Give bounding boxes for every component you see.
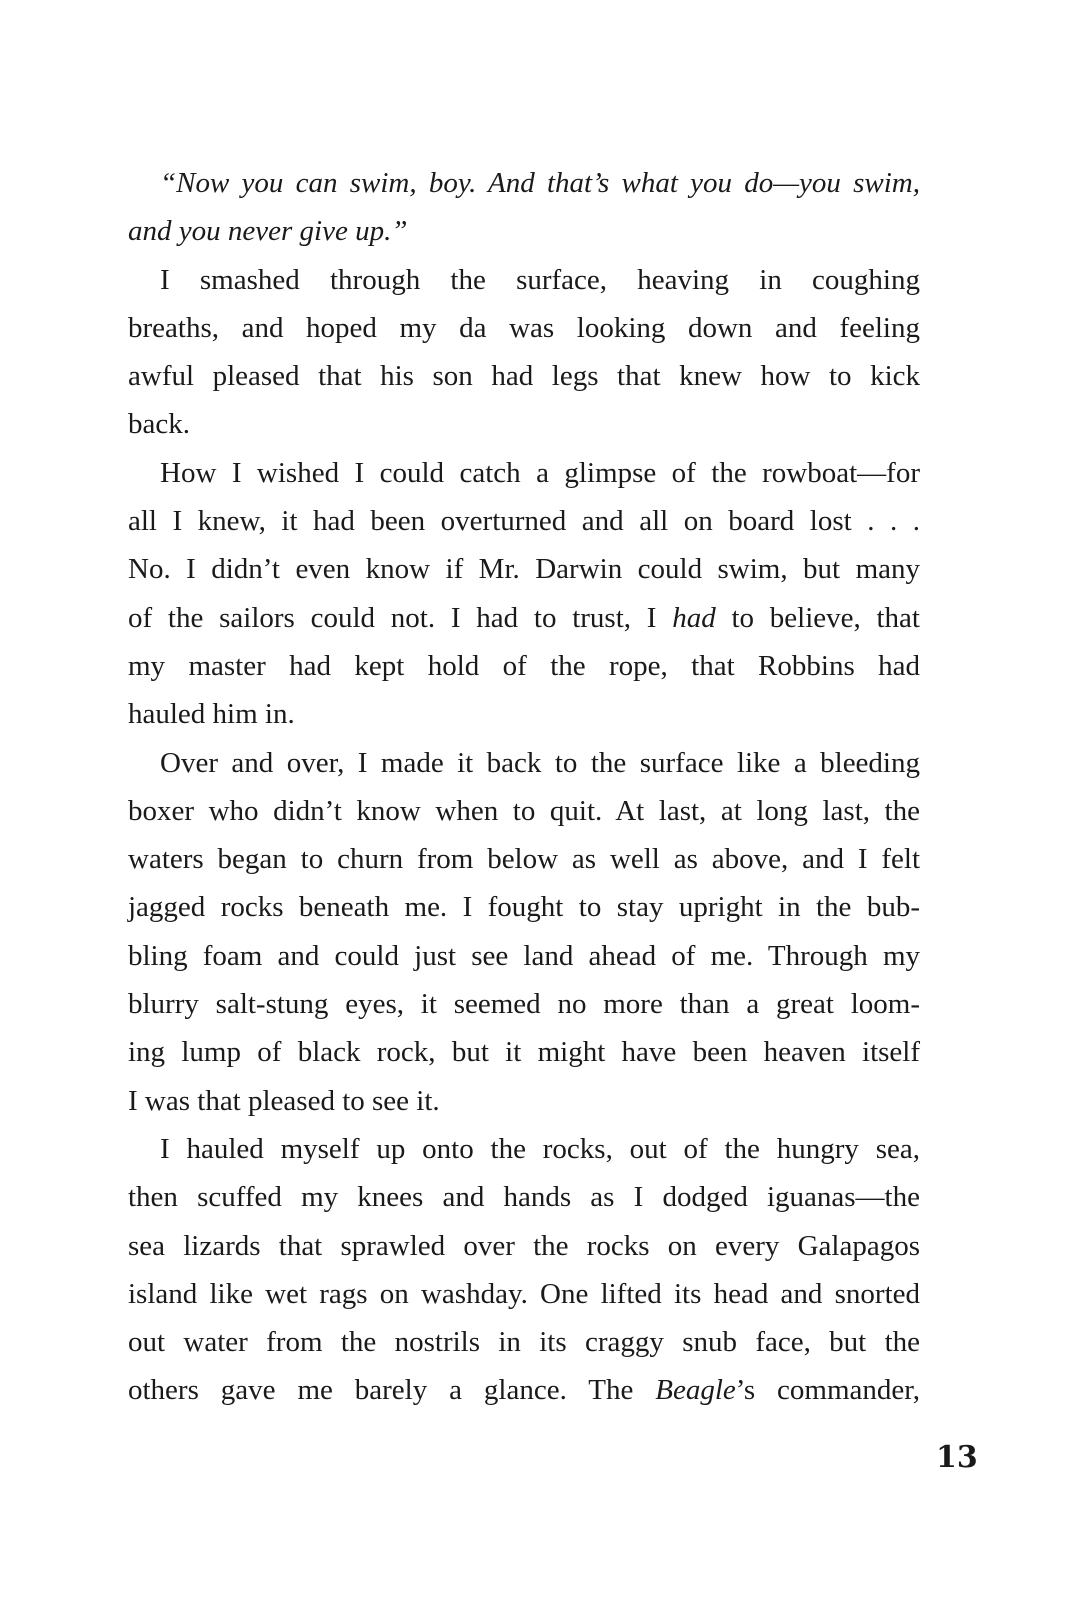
text-line — [128, 594, 920, 642]
text-segment: bling foam and could just see land ahead of me. Through my — [128, 939, 920, 972]
italic-text-segment: and you never give up.” — [128, 215, 408, 248]
text-segment: my master had kept hold of the rope, that Robbins had — [128, 649, 920, 682]
text-line — [128, 256, 920, 304]
text-segment: ing lump of black rock, but it might have been heaven itself — [128, 1036, 920, 1069]
text-line — [128, 690, 920, 738]
text-line — [128, 159, 920, 207]
text-line — [128, 1222, 920, 1270]
text-line — [128, 400, 920, 448]
text-line — [128, 1318, 920, 1366]
text-line — [128, 787, 920, 835]
italic-text-segment: “Now you can swim, boy. And that’s what you do—you swim, — [160, 167, 920, 199]
text-line — [128, 352, 920, 400]
text-segment: ’s commander, — [735, 1374, 920, 1407]
text-line — [128, 1077, 920, 1125]
text-segment: blurry salt-stung eyes, it seemed no more than a great loom- — [128, 988, 920, 1021]
text-line — [128, 642, 920, 690]
text-line — [128, 1028, 920, 1076]
text-line — [128, 1366, 920, 1414]
text-line — [128, 1125, 920, 1173]
text-line — [128, 1270, 920, 1318]
text-segment: of the sailors could not. I had to trust, I — [128, 601, 673, 634]
text-segment: I hauled myself up onto the rocks, out of the hungry sea, — [160, 1132, 920, 1165]
text-line — [128, 883, 920, 931]
text-segment: I smashed through the surface, heaving in coughing — [160, 263, 920, 296]
text-line — [128, 497, 920, 545]
text-segment: others gave me barely a glance. The — [128, 1374, 656, 1407]
text-segment: Over and over, I made it back to the surface like a bleeding — [160, 746, 920, 779]
text-segment: jagged rocks beneath me. I fought to stay upright in the bub- — [128, 891, 920, 924]
text-segment: No. I didn’t even know if Mr. Darwin could swim, but many — [128, 553, 920, 586]
italic-text-segment: had — [672, 601, 716, 634]
italic-text-segment: Beagle — [655, 1374, 736, 1407]
text-segment: sea lizards that sprawled over the rocks on every Galapagos — [128, 1229, 920, 1262]
text-segment: awful pleased that his son had legs that knew how to kick — [128, 360, 920, 393]
text-line — [128, 835, 920, 883]
text-line — [128, 449, 920, 497]
text-line — [128, 1173, 920, 1221]
page-number: 13 — [936, 1440, 978, 1475]
text-segment: waters began to churn from below as well as above, and I felt — [128, 843, 920, 876]
text-segment: hauled him in. — [128, 698, 295, 731]
text-segment: to believe, that — [715, 601, 920, 634]
text-line — [128, 545, 920, 593]
text-segment: breaths, and hoped my da was looking down and feeling — [128, 311, 920, 344]
text-segment: out water from the nostrils in its craggy snub face, but the — [128, 1326, 920, 1359]
page-body-text — [128, 159, 920, 1415]
text-line — [128, 304, 920, 352]
text-line — [128, 980, 920, 1028]
text-line — [128, 739, 920, 787]
text-segment: How I wished I could catch a glimpse of the rowboat—for — [160, 456, 920, 489]
text-segment: I was that pleased to see it. — [128, 1084, 440, 1117]
text-segment: then scuffed my knees and hands as I dodged iguanas—the — [128, 1181, 920, 1214]
text-line — [128, 207, 920, 255]
text-segment: back. — [128, 408, 190, 441]
text-segment: island like wet rags on washday. One lifted its head and snorted — [128, 1277, 920, 1310]
text-segment: boxer who didn’t know when to quit. At last, at long last, the — [128, 794, 920, 827]
text-line — [128, 932, 920, 980]
text-segment: all I knew, it had been overturned and all on board lost . . . — [128, 505, 920, 538]
